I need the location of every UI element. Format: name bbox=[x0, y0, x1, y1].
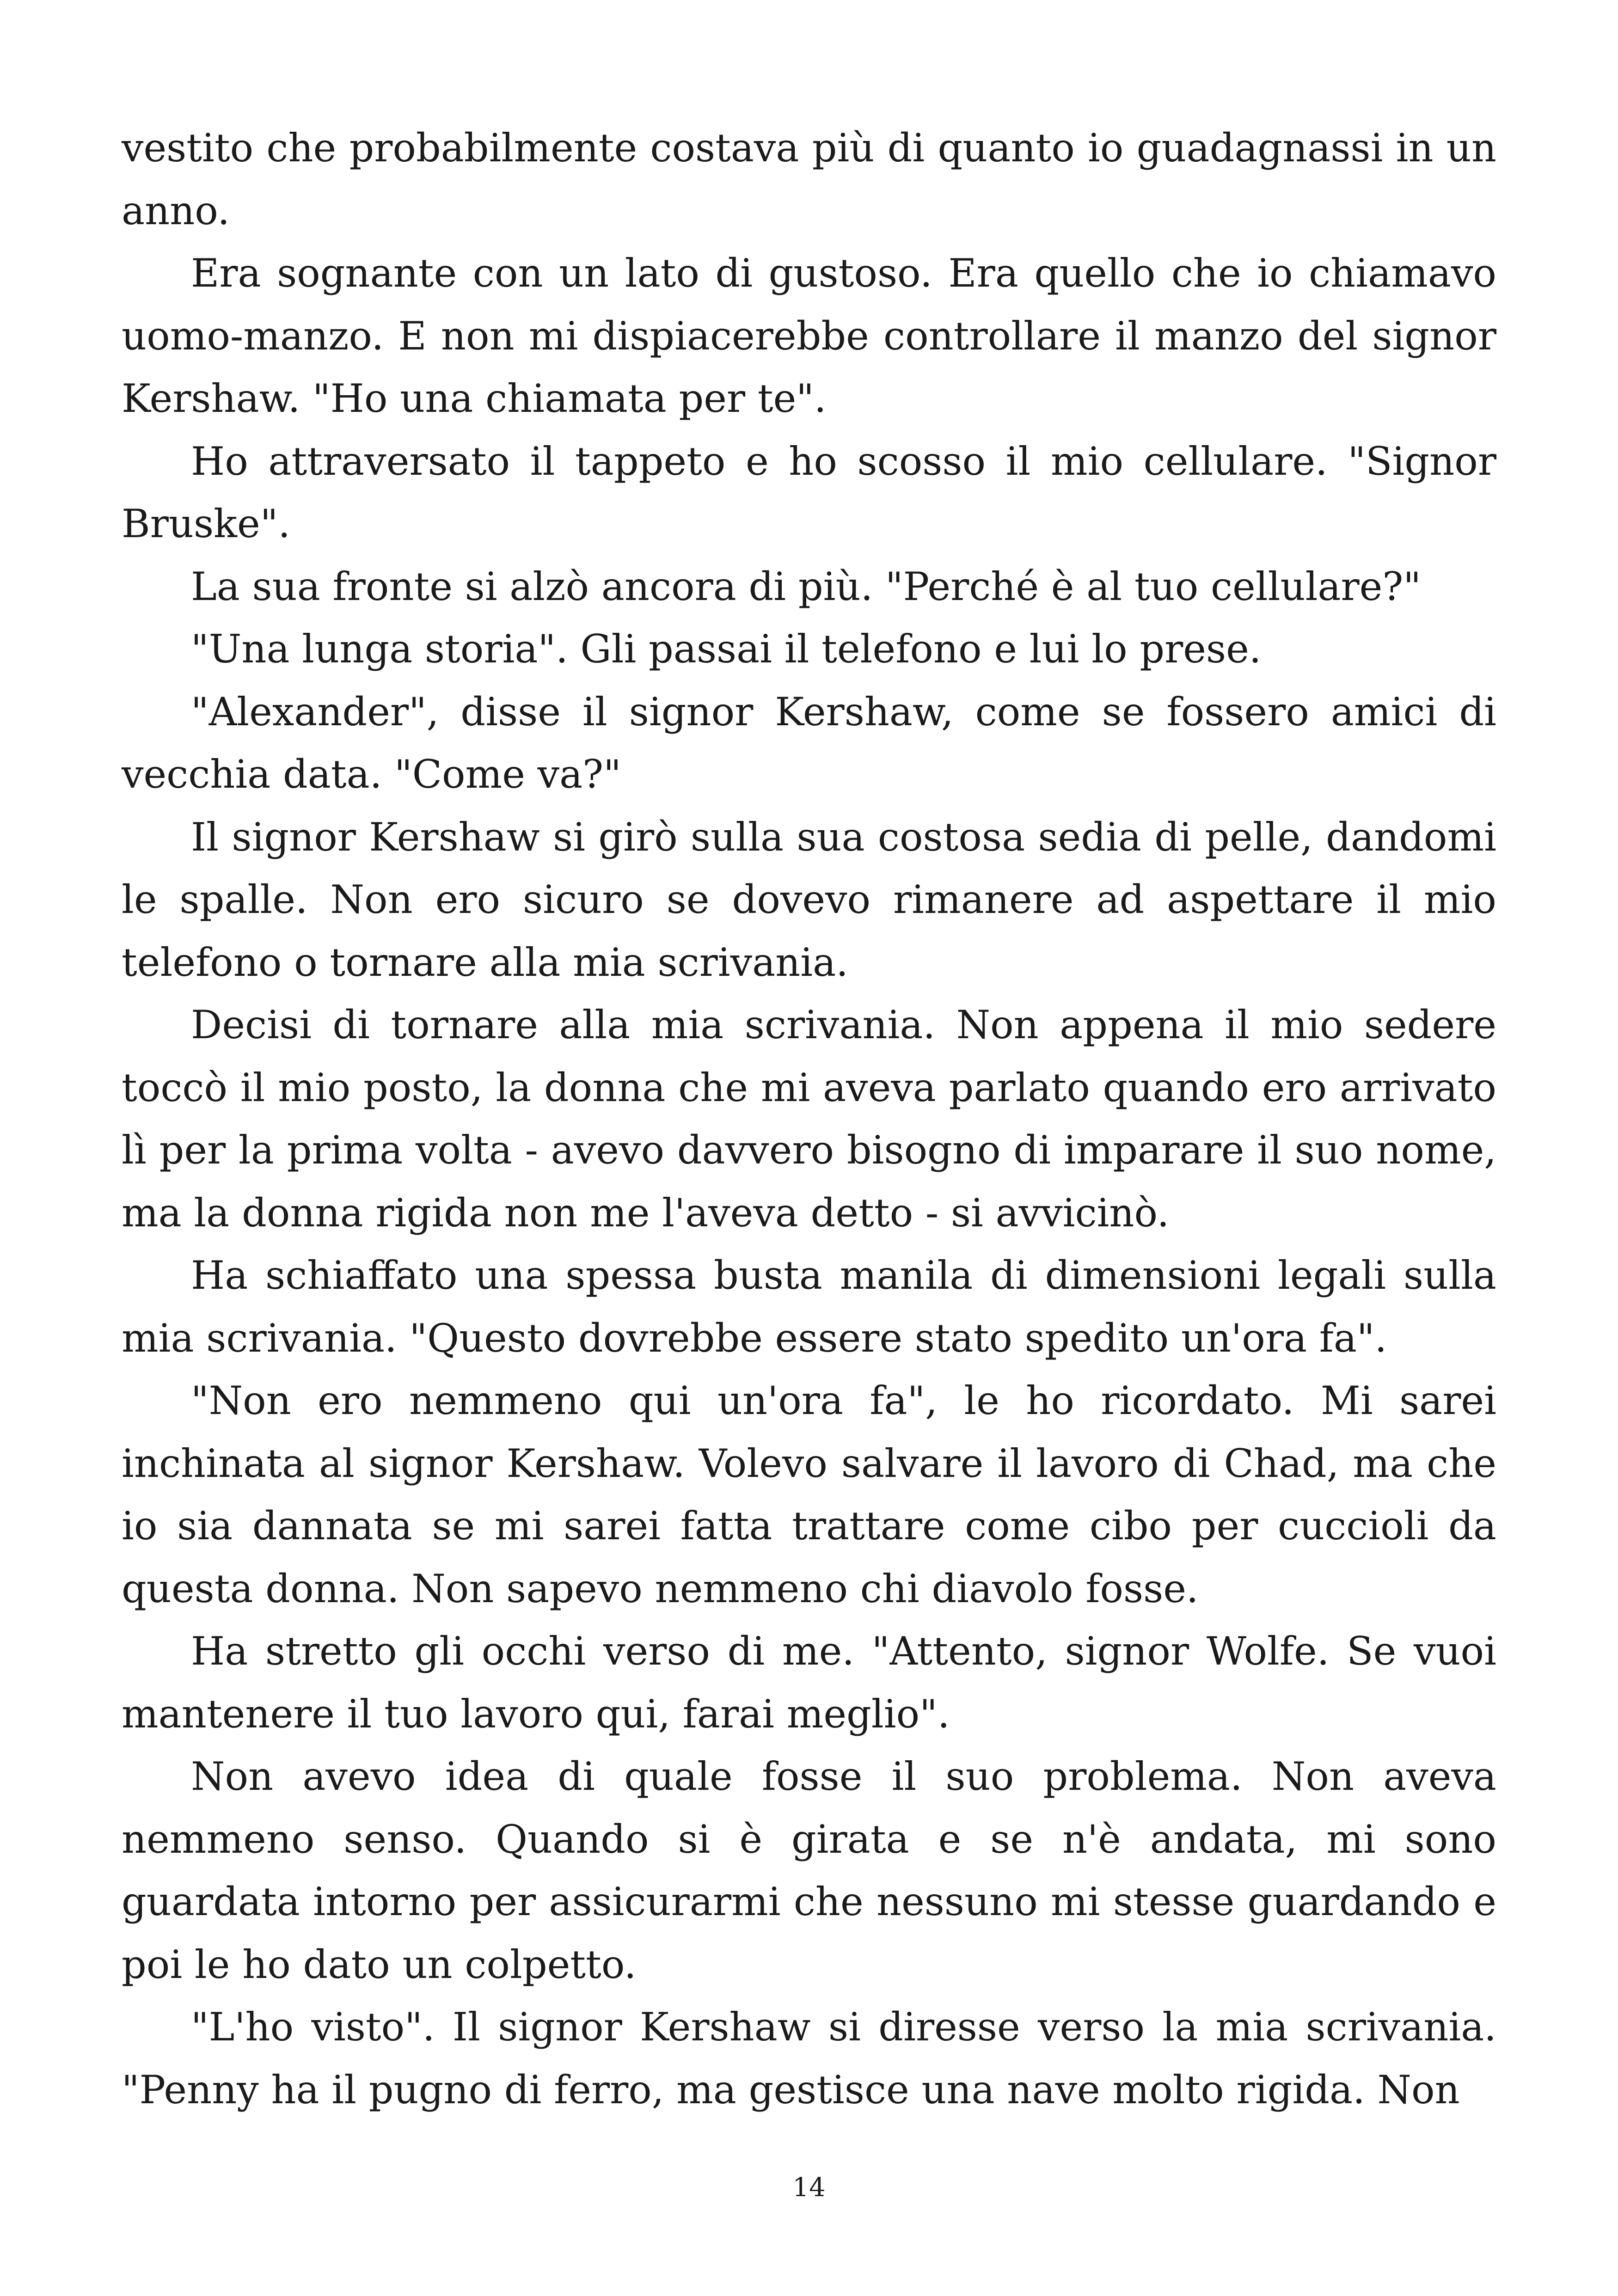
paragraph: Non avevo idea di quale fosse il suo problema. Non aveva nemmeno senso. Quando si è girata e se n'è andata, mi sono guardata intorno per assicurarmi che nessuno mi stesse guardando e poi le ho dato un colpetto. bbox=[122, 1754, 1496, 1987]
paragraph: "Alexander", disse il signor Kershaw, come se fossero amici di vecchia data. "Come va?" bbox=[122, 689, 1496, 797]
paragraph: vestito che probabilmente costava più di quanto io guadagnassi in un anno. bbox=[122, 125, 1496, 233]
paragraph: "L'ho visto". Il signor Kershaw si diresse verso la mia scrivania. "Penny ha il pugno di ferro, ma gestisce una nave molto rigida. Non bbox=[122, 2004, 1496, 2112]
paragraph: Ha stretto gli occhi verso di me. "Attento, signor Wolfe. Se vuoi mantenere il tuo lavoro qui, farai meglio". bbox=[122, 1629, 1496, 1737]
paragraph: Il signor Kershaw si girò sulla sua costosa sedia di pelle, dandomi le spalle. Non ero sicuro se dovevo rimanere ad aspettare il mio telefono o tornare alla mia scrivania. bbox=[122, 814, 1496, 985]
paragraph: La sua fronte si alzò ancora di più. "Perché è al tuo cellulare?" bbox=[191, 563, 1422, 609]
paragraph: "Non ero nemmeno qui un'ora fa", le ho ricordato. Mi sarei inchinata al signor Kershaw. Volevo salvare il lavoro di Chad, ma che io sia dannata se mi sarei fatta trattare come cibo per cuccioli da questa donna. Non sapevo nemmeno chi diavolo fosse. bbox=[122, 1378, 1496, 1611]
paragraph: Ho attraversato il tappeto e ho scosso il mio cellulare. "Signor Bruske". bbox=[122, 438, 1496, 546]
paragraph: Era sognante con un lato di gustoso. Era quello che io chiamavo uomo-manzo. E non mi dispiacerebbe controllare il manzo del signor Kershaw. "Ho una chiamata per te". bbox=[122, 251, 1496, 421]
page-number: 14 bbox=[792, 2173, 826, 2203]
paragraph: Ha schiaffato una spessa busta manila di dimensioni legali sulla mia scrivania. "Questo dovrebbe essere stato spedito un'ora fa". bbox=[122, 1253, 1496, 1361]
paragraph: "Una lunga storia". Gli passai il telefono e lui lo prese. bbox=[191, 626, 1262, 672]
paragraph: Decisi di tornare alla mia scrivania. Non appena il mio sedere toccò il mio posto, la donna che mi aveva parlato quando ero arrivato lì per la prima volta - avevo davvero bisogno di imparare il suo nome, ma la donna rigida non me l'aveva detto - si avvicinò. bbox=[122, 1002, 1496, 1236]
body-text bbox=[122, 117, 1496, 2121]
